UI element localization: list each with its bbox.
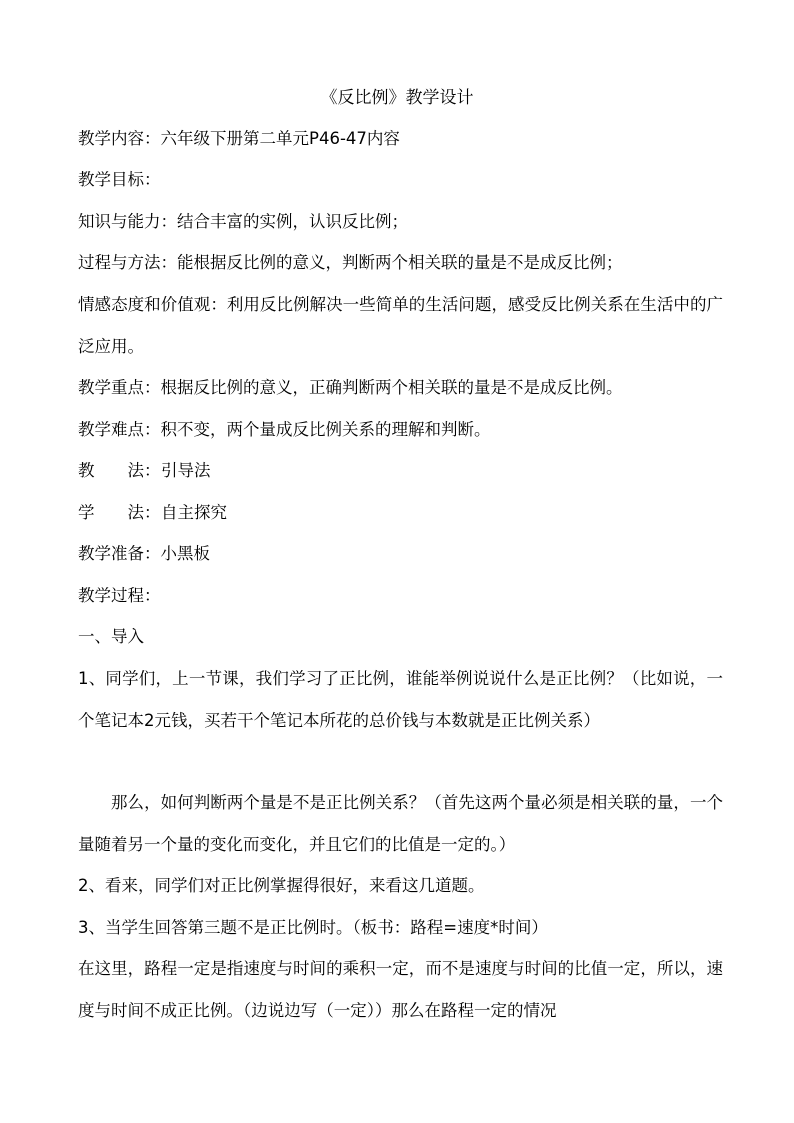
teaching-goals-heading: 教学目标： [78,170,161,189]
section-intro-heading: 一、导入 [78,627,144,646]
teaching-preparation: 教学准备：小黑板 [78,544,210,563]
teaching-process-heading: 教学过程： [78,586,161,605]
learning-method-label: 学 法： [78,503,161,522]
intro-step-1-followup: 那么，如何判断两个量是不是正比例关系？（首先这两个量必须是相关联的量，一个量随着另一个量的变化而变化，并且它们的比值是一定的。） [78,793,723,854]
intro-step-1: 1、同学们，上一节课，我们学习了正比例，谁能举例说说什么是正比例？（比如说，一个笔记本2元钱，买若干个笔记本所花的总价钱与本数就是正比例关系） [78,669,723,730]
goal-process: 过程与方法：能根据反比例的意义，判断两个相关联的量是不是成反比例； [78,253,623,272]
document-title: 《反比例》教学设计 [320,88,474,108]
goal-knowledge: 知识与能力：结合丰富的实例，认识反比例； [78,212,408,231]
learning-method-value: 自主探究 [161,503,227,522]
intro-step-2: 2、看来，同学们对正比例掌握得很好，来看这几道题。 [78,876,485,895]
teaching-content: 教学内容：六年级下册第二单元P46-47内容 [78,129,400,148]
goal-attitude: 情感态度和价值观：利用反比例解决一些简单的生活问题，感受反比例关系在生活中的广泛应用。 [78,295,723,356]
teaching-method-label: 教 法： [78,461,161,480]
intro-step-3-explanation: 在这里，路程一定是指速度与时间的乘积一定，而不是速度与时间的比值一定，所以，速度与时间不成正比例。（边说边写（一定））那么在路程一定的情况 [78,959,723,1020]
teaching-method-value: 引导法 [161,461,211,480]
teaching-key-point: 教学重点：根据反比例的意义，正确判断两个相关联的量是不是成反比例。 [78,378,623,397]
teaching-method [78,450,723,492]
learning-method [78,492,723,534]
intro-step-3: 3、当学生回答第三题不是正比例时。（板书：路程=速度*时间） [78,918,548,937]
teaching-difficulty: 教学难点：积不变，两个量成反比例关系的理解和判断。 [78,420,491,439]
